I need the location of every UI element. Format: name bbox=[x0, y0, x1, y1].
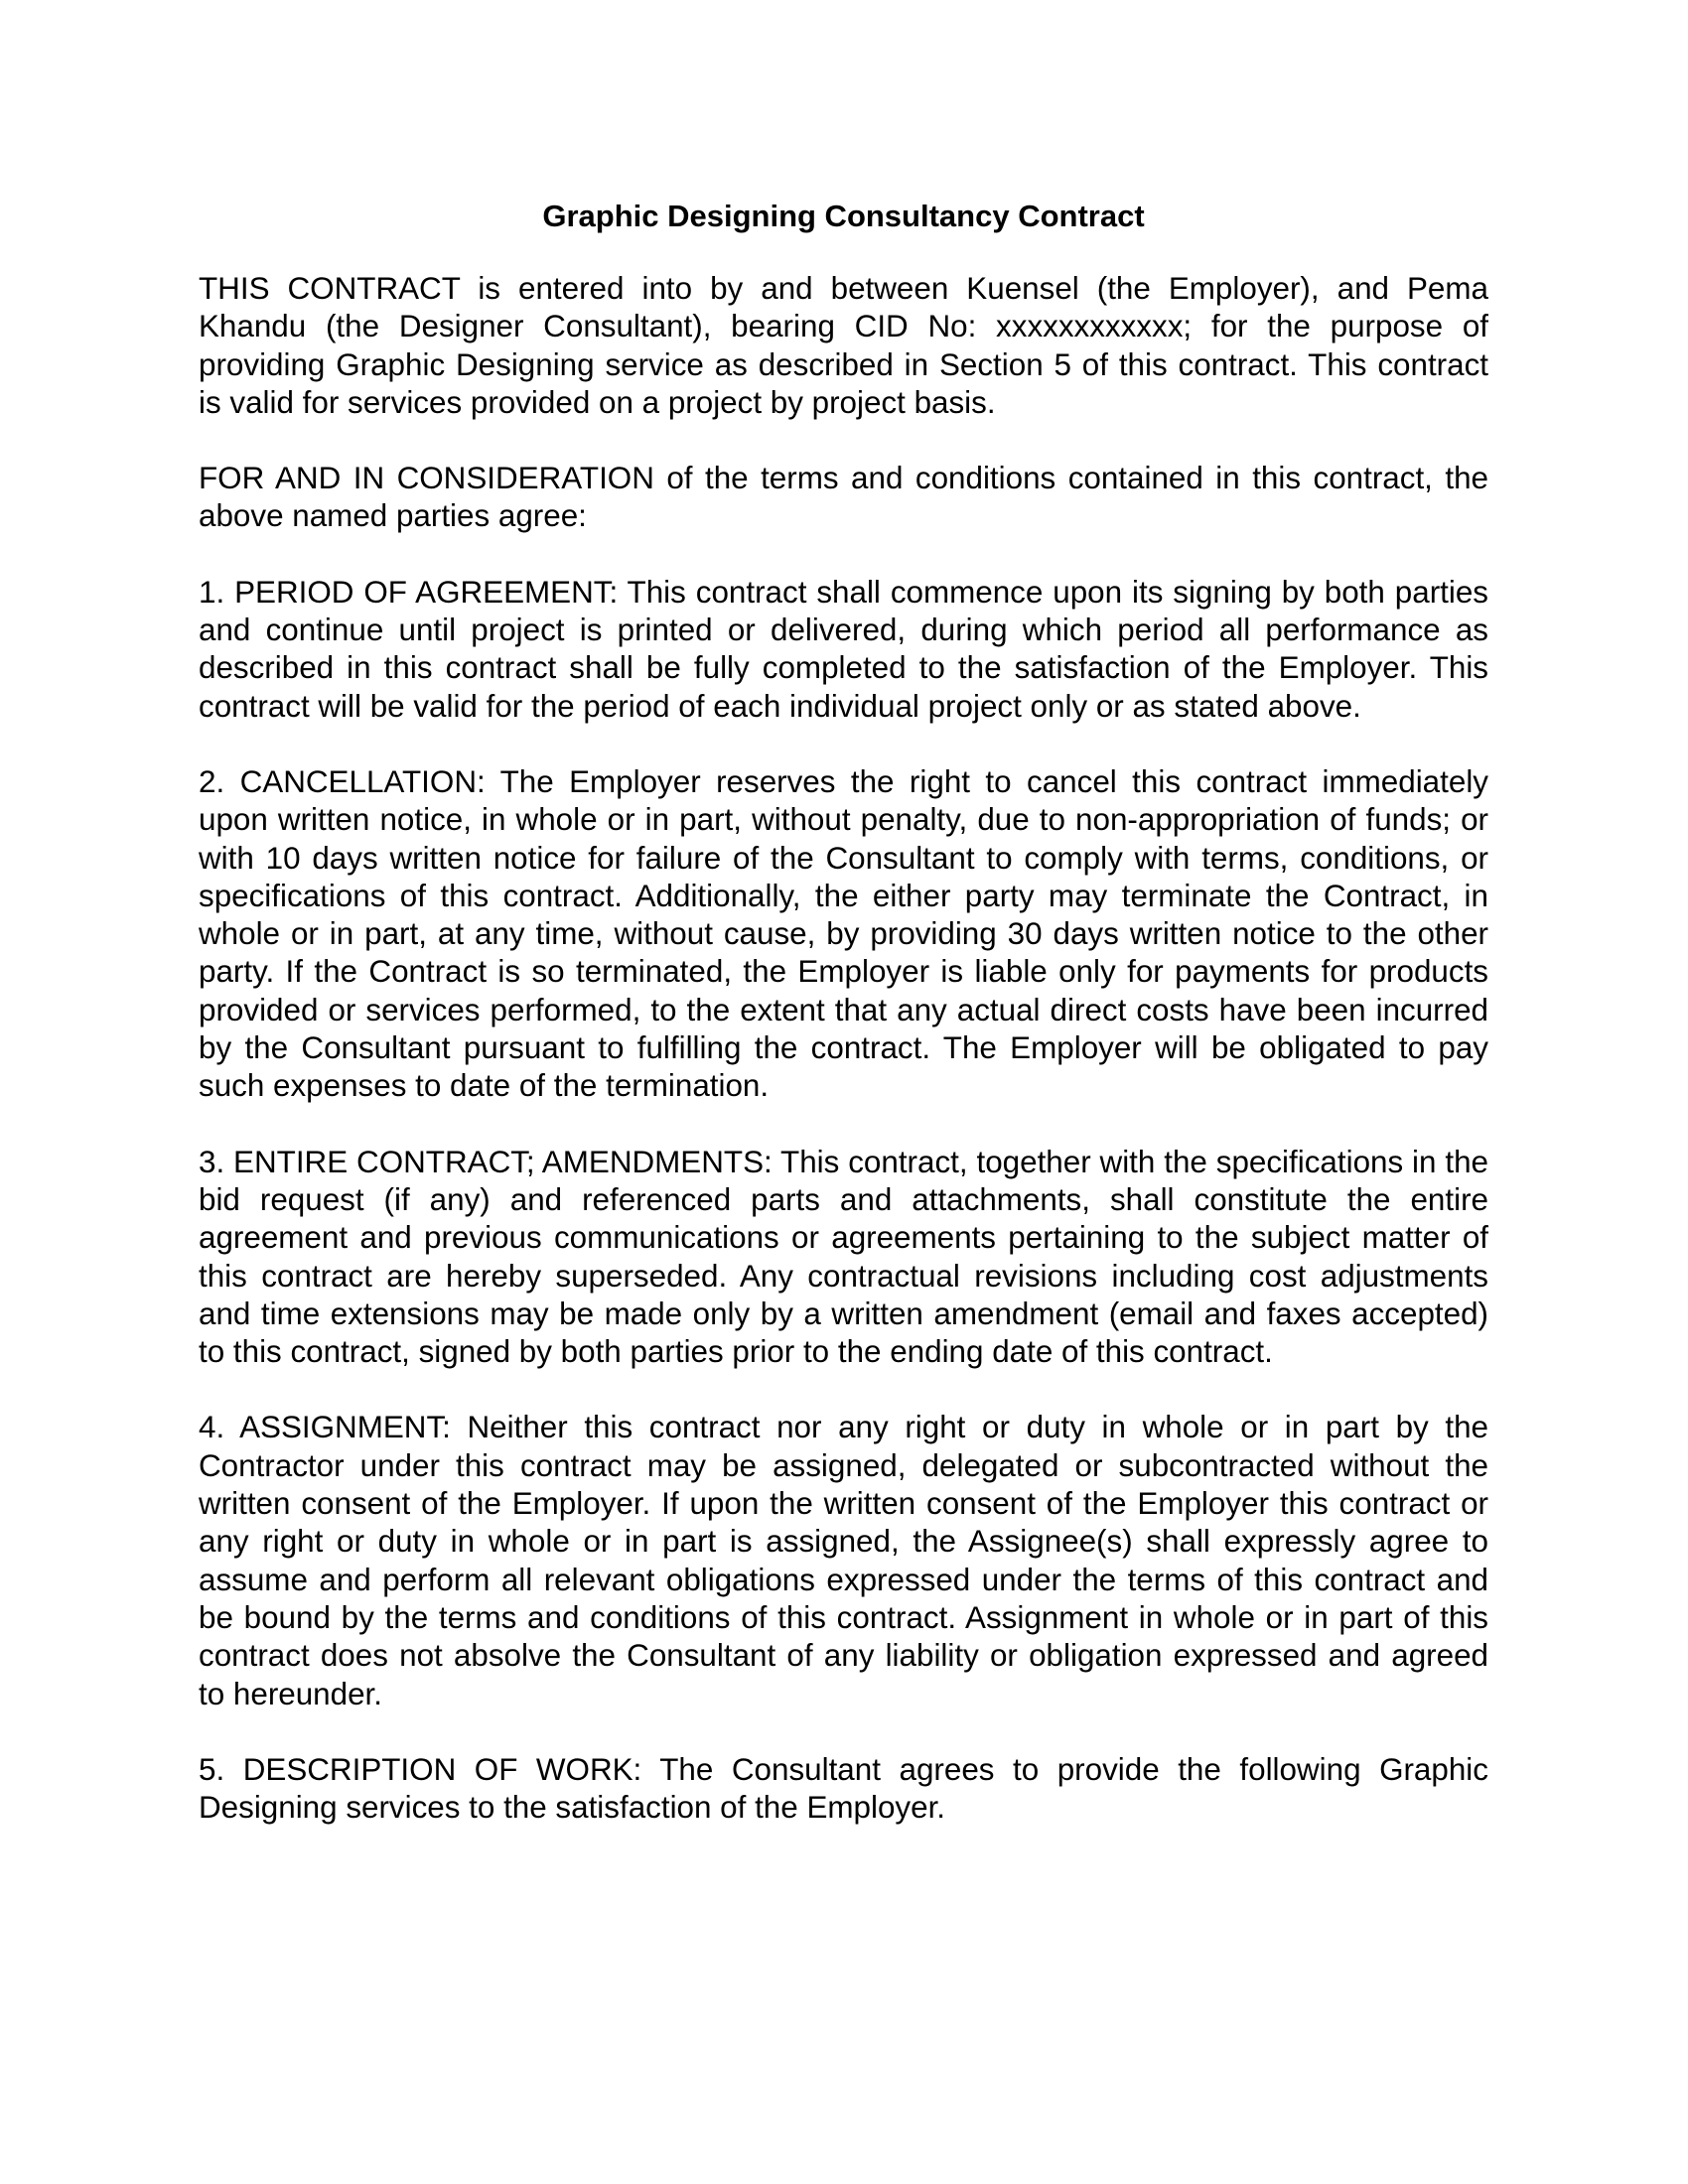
document-title: Graphic Designing Consultancy Contract bbox=[542, 199, 1145, 233]
section-cancellation bbox=[199, 763, 1488, 1106]
intro-paragraph: THIS CONTRACT is entered into by and between Kuensel (the Employer), and Pema Khandu (the Designer Consultant), bearing CID No: xxxxxxxxxxxx; for the purpose of providing Graphic Designing service as described in Section 5 of this contract. This contract is valid for services provided on a project by project basis. bbox=[199, 271, 1488, 420]
section-text: The Consultant agrees to provide the following Graphic Designing services to the satisfaction of the Employer. bbox=[199, 1751, 1488, 1826]
consideration-paragraph: FOR AND IN CONSIDERATION of the terms and conditions contained in this contract, the above named parties agree: bbox=[199, 461, 1488, 534]
section-description-of-work bbox=[199, 1751, 1488, 1828]
section-text: Neither this contract nor any right or duty in whole or in part by the Contractor under this contract may be assigned, delegated or subcontracted without the written consent of the Employer. If upon the written consent of the Employer this contract or any right or duty in whole or in part is assigned, the Assignee(s) shall expressly agree to assume and perform all relevant obligations expressed under the terms of this contract and be bound by the terms and conditions of this contract. Assignment in whole or in part of this contract does not absolve the Consultant of any liability or obligation expressed and agreed to hereunder. bbox=[199, 1410, 1488, 1711]
section-heading: 2. CANCELLATION: bbox=[199, 763, 486, 799]
section-heading: 1. PERIOD OF AGREEMENT: bbox=[199, 574, 619, 610]
section-heading: 5. DESCRIPTION OF WORK: bbox=[199, 1751, 642, 1787]
section-text: This contract, together with the specifications in the bid request (if any) and referenced parts and attachments, shall constitute the entire agreement and previous communications or agreements pertaining to the subject matter of this contract are hereby superseded. Any contractual revisions including cost adjustments and time extensions may be made only by a written amendment (email and faxes accepted) to this contract, signed by both parties prior to the ending date of this contract. bbox=[199, 1144, 1488, 1370]
document-page bbox=[199, 195, 1488, 1864]
section-assignment bbox=[199, 1409, 1488, 1712]
section-text: This contract shall commence upon its signing by both parties and continue until project is printed or delivered, during which period all performance as described in this contract shall be fully completed to the satisfaction of the Employer. This contract will be valid for the period of each individual project only or as stated above. bbox=[199, 574, 1488, 724]
section-heading: 4. ASSIGNMENT: bbox=[199, 1410, 451, 1445]
section-entire-contract bbox=[199, 1144, 1488, 1372]
section-text: The Employer reserves the right to cancel this contract immediately upon written notice, in whole or in part, without penalty, due to non-appropriation of funds; or with 10 days written notice for failure of the Consultant to comply with terms, conditions, or specifications of this contract. Additionally, the either party may terminate the Contract, in whole or in part, at any time, without cause, by providing 30 days written notice to the other party. If the Contract is so terminated, the Employer is liable only for payments for products provided or services performed, to the extent that any actual direct costs have been incurred by the Consultant pursuant to fulfilling the contract. The Employer will be obligated to pay such expenses to date of the termination. bbox=[199, 763, 1488, 1104]
section-heading: 3. ENTIRE CONTRACT; AMENDMENTS: bbox=[199, 1144, 773, 1179]
section-period-of-agreement bbox=[199, 574, 1488, 726]
